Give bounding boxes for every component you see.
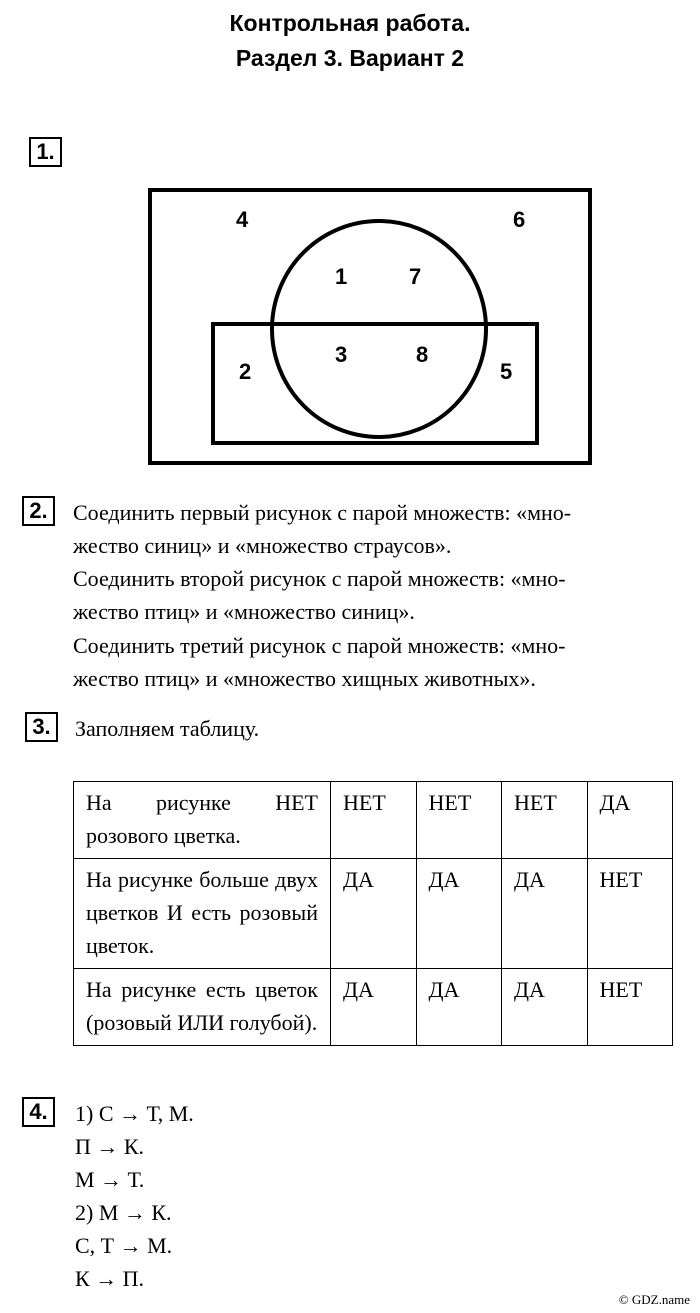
table-cell-value: НЕТ [331,782,417,859]
task4-line: К → П. [75,1266,145,1291]
watermark: © GDZ.name [618,1292,690,1307]
task2-line: Соединить третий рисунок с парой множеств: «мно- [73,633,566,658]
table-cell-value: ДА [502,859,588,969]
task4-line: 1) С → Т, М. [75,1101,194,1126]
table-cell-value: ДА [331,969,417,1046]
region-label-5: 5 [500,359,513,384]
table-cell-value: ДА [416,969,502,1046]
task-number-3: 3. [25,712,58,742]
table-cell-value: НЕТ [502,782,588,859]
task-number-2: 2. [22,496,55,526]
task-number-1: 1. [29,137,62,167]
table-cell-value: ДА [502,969,588,1046]
table-row [74,969,673,1046]
circle-set [272,221,486,437]
task2-line: жество птиц» и «множество хищных животных». [73,666,536,691]
truth-table [73,781,673,1046]
region-label-3: 3 [335,342,348,367]
task-number-4: 4. [22,1097,55,1127]
task4-line: 2) М → К. [75,1200,172,1225]
inner-rectangle [213,324,537,443]
table-row [74,859,673,969]
task4-line: С, Т → М. [75,1233,173,1258]
table-cell-value: НЕТ [587,859,673,969]
table-cell-condition: На рисунке НЕТ розового цветка. [74,782,331,859]
table-cell-condition: На рисунке есть цветок (розовый ИЛИ голубой). [74,969,331,1046]
table-cell-value: НЕТ [587,969,673,1046]
table-cell-value: ДА [416,859,502,969]
task2-line: Соединить второй рисунок с парой множеств: «мно- [73,566,566,591]
page-title-line2: Раздел 3. Вариант 2 [235,45,465,71]
task4-line: М → Т. [75,1167,145,1192]
table-cell-condition: На рисунке больше двух цветков И есть розовый цветок. [74,859,331,969]
venn-diagram [0,0,700,480]
table-cell-value: НЕТ [416,782,502,859]
task2-line: жество синиц» и «множество страусов». [73,533,452,558]
table-row [74,782,673,859]
region-label-4: 4 [236,207,249,232]
region-label-8: 8 [416,342,429,367]
region-label-7: 7 [409,264,422,289]
task4-line: П → К. [75,1134,145,1159]
region-label-2: 2 [239,359,252,384]
task2-line: жество птиц» и «множество синиц». [73,599,415,624]
region-label-6: 6 [513,207,526,232]
table-cell-value: ДА [331,859,417,969]
page-title-line1: Контрольная работа. [229,10,471,36]
task3-intro: Заполняем таблицу. [75,716,260,741]
region-label-1: 1 [335,264,348,289]
table-cell-value: ДА [587,782,673,859]
task2-line: Соединить первый рисунок с парой множеств: «мно- [73,500,572,525]
